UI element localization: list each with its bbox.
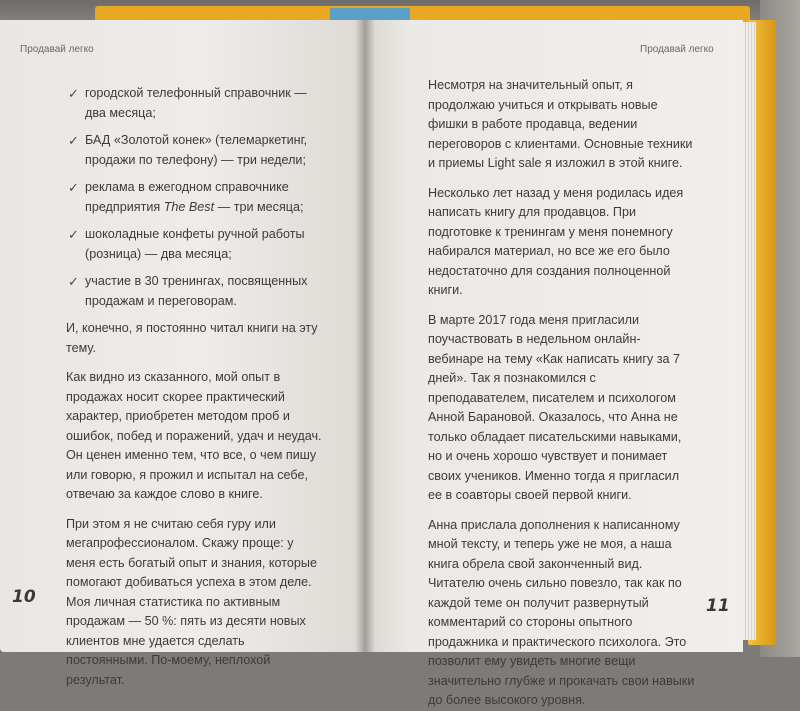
paragraph: И, конечно, я постоянно читал книги на эту тему.: [66, 321, 318, 355]
list-item-text: городской телефонный справочник — два месяца;: [85, 86, 307, 120]
paragraph: Несмотря на значительный опыт, я продолжаю учиться и открывать новые фишки в работе продавца, ведении переговоров с клиентами. Основные техники и приемы Light sale я изложил в этой книге.: [428, 78, 693, 170]
left-page-text: [66, 84, 326, 690]
checkmark-icon: ✓: [68, 180, 79, 195]
paragraph: При этом я не считаю себя гуру или мегапрофессионалом. Скажу проще: у меня есть богатый опыт и знания, которые помогают добиваться успеха в этом деле. Моя личная статистика по активным продажам — 50 %: пять из десяти новых клиентов мне удается сделать постоянными. По-моему, неплохой результат.: [66, 516, 317, 687]
list-item: [66, 225, 326, 264]
list-item: [66, 131, 326, 170]
list-item-text-em: The Best: [163, 199, 215, 214]
page-number-left: 10: [12, 587, 36, 607]
paragraph: Несколько лет назад у меня родилась идея написать книгу для продавцов. При подготовке к тренингам у меня понемногу набирался материал, но все же его было недостаточно для создания полноценной книги.: [428, 185, 684, 297]
right-page-text: [428, 76, 696, 711]
running-head-right: Продавай легко: [640, 44, 714, 55]
book-gutter: [355, 20, 375, 652]
list-item-text-post: — три месяца;: [214, 199, 304, 214]
list-item-text: участие в 30 тренингах, посвященных продажам и переговорам.: [85, 274, 308, 308]
checkmark-icon: ✓: [68, 133, 79, 148]
checkmark-icon: ✓: [68, 274, 79, 289]
list-item-text: БАД «Золотой конек» (телемаркетинг, продажи по телефону) — три недели;: [85, 133, 308, 167]
experience-checklist: [66, 84, 326, 311]
paragraph: В марте 2017 года меня пригласили поучаствовать в недельном онлайн-вебинаре на тему «Как написать книгу за 7 дней». Так я познакомился с преподавателем, писателем и психологом Анной Барановой. Оказалось, что Анна не только обладает писательскими навыками, но и очень хорошо чувствует и понимает своих учеников. Именно тогда я пригласил ее в соавторы своей первой книги.: [428, 312, 682, 502]
list-item: [66, 178, 326, 217]
list-item-text: шоколадные конфеты ручной работы (розница) — два месяца;: [85, 227, 305, 261]
page-number-right: 11: [706, 596, 730, 616]
list-item: [66, 272, 326, 311]
list-item: [66, 84, 326, 123]
paragraph: Анна прислала дополнения к написанному мной тексту, и теперь уже не моя, а наша книга обрела свой законченный вид. Читателю очень сильно повезло, так как по каждой теме он получит развернутый комментарий со стороны опытного продажника и практического психолога. Это позволит ему увидеть многие вещи значительно глубже и прокачать свои навыки до более высокого уровня.: [428, 517, 695, 707]
running-head-left: Продавай легко: [20, 44, 94, 55]
list-item-text-pre: реклама в ежегодном справочнике предприятия: [85, 180, 289, 214]
paragraph: Как видно из сказанного, мой опыт в продажах носит скорее практический характер, приобретен методом проб и ошибок, побед и поражений, удач и неудач. Он ценен именно тем, что все, о чем пишу или говорю, я прожил и испытал на себе, отвечаю за каждое слово в книге.: [66, 370, 322, 501]
checkmark-icon: ✓: [68, 86, 79, 101]
checkmark-icon: ✓: [68, 227, 79, 242]
